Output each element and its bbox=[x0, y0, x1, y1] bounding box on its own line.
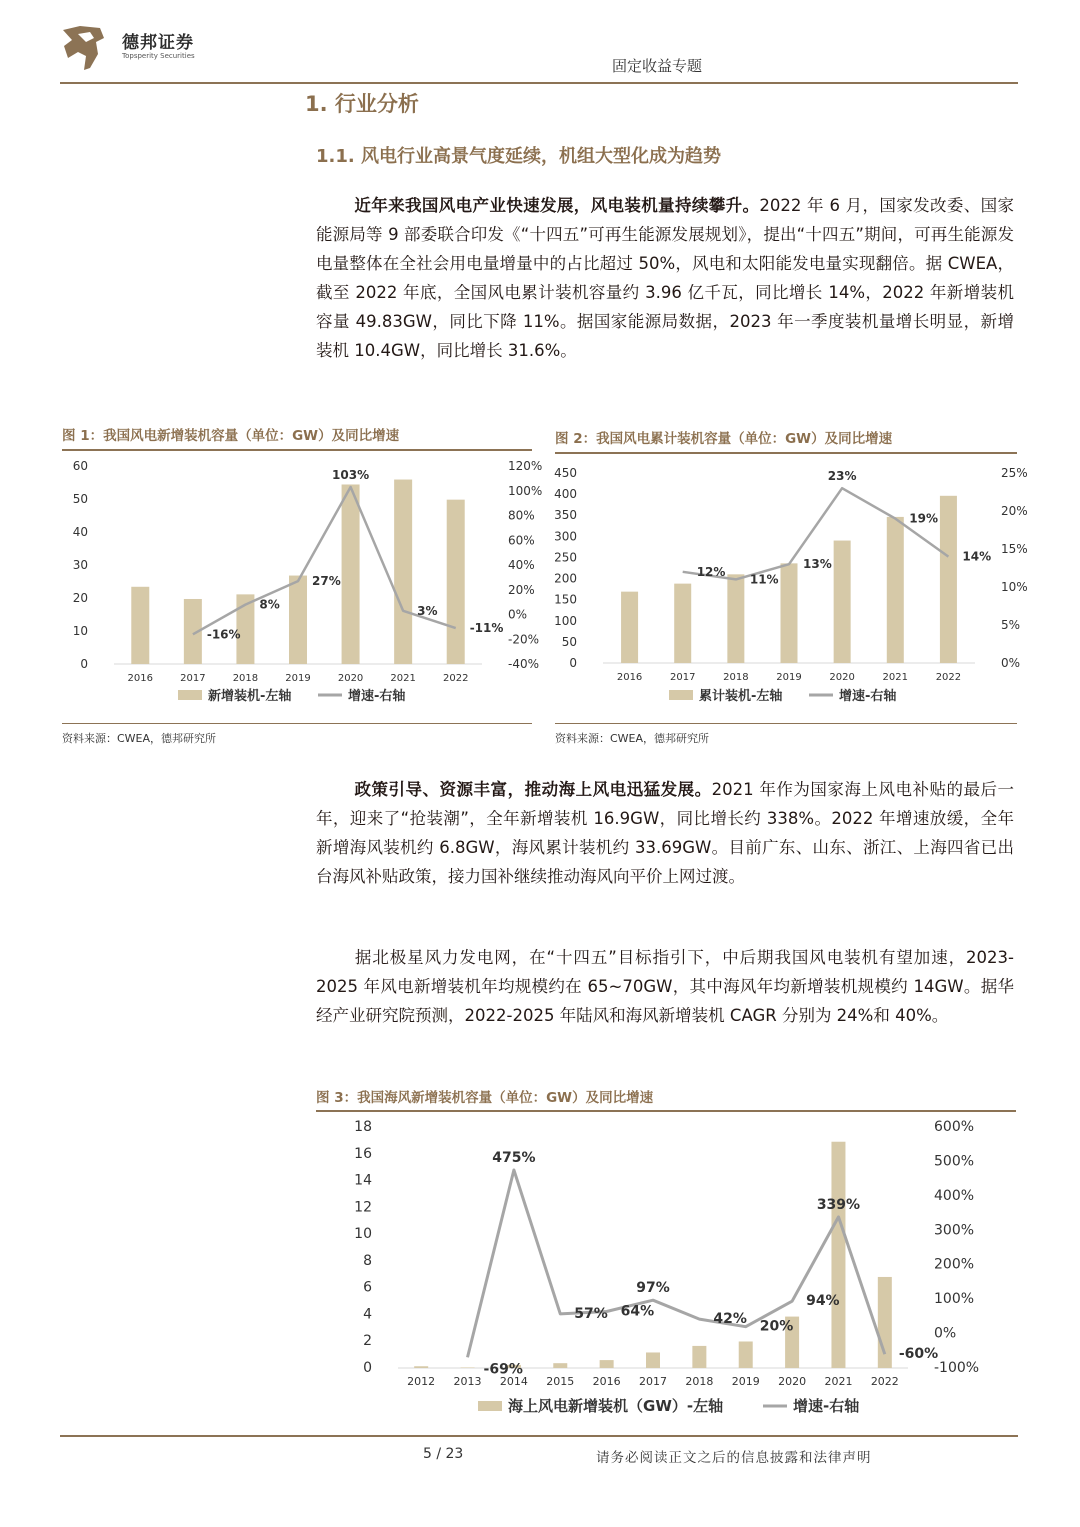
bar bbox=[447, 500, 465, 664]
paragraph-forecast bbox=[316, 943, 1014, 1030]
bar bbox=[621, 592, 638, 663]
legend-label-bar: 新增装机-左轴 bbox=[208, 689, 292, 704]
right-axis-tick-label: -100% bbox=[934, 1360, 980, 1376]
brand-name: 德邦证券 bbox=[122, 33, 194, 53]
left-axis-tick-label: 250 bbox=[554, 550, 577, 565]
left-axis-tick-label: 0 bbox=[80, 657, 88, 671]
x-axis-tick-label: 2019 bbox=[731, 1375, 760, 1388]
right-axis-tick-label: 5% bbox=[1001, 618, 1021, 632]
x-axis-tick-label: 2020 bbox=[337, 673, 364, 684]
x-axis-tick-label: 2017 bbox=[669, 672, 696, 683]
right-axis-tick-label: 400% bbox=[934, 1187, 975, 1204]
data-label: 42% bbox=[713, 1311, 747, 1328]
x-axis-tick-label: 2022 bbox=[870, 1375, 899, 1388]
data-label: 97% bbox=[636, 1280, 670, 1297]
data-label: 339% bbox=[816, 1196, 861, 1213]
paragraph-offshore bbox=[316, 775, 1014, 891]
left-axis-tick-label: 50 bbox=[561, 634, 577, 649]
paragraph-wind-growth bbox=[316, 191, 1014, 365]
fig1-chart bbox=[62, 452, 543, 722]
data-label: -60% bbox=[898, 1346, 939, 1363]
data-label: 64% bbox=[620, 1303, 655, 1320]
bar bbox=[553, 1363, 567, 1368]
left-axis-tick-label: 30 bbox=[72, 558, 88, 572]
bar bbox=[131, 587, 149, 664]
left-axis-tick-label: 150 bbox=[554, 592, 577, 607]
fig1-source: 资料来源：CWEA，德邦研究所 bbox=[62, 732, 217, 745]
left-axis-tick-label: 60 bbox=[72, 459, 88, 473]
right-axis-tick-label: 500% bbox=[934, 1153, 975, 1170]
data-label: -11% bbox=[469, 621, 504, 636]
data-label: 14% bbox=[962, 549, 992, 564]
data-label: 475% bbox=[492, 1150, 536, 1167]
left-axis-tick-label: 0 bbox=[569, 656, 577, 670]
right-axis-tick-label: 60% bbox=[508, 533, 535, 548]
x-axis-tick-label: 2022 bbox=[442, 673, 469, 684]
footer-divider bbox=[60, 1435, 1018, 1437]
data-label: 13% bbox=[803, 557, 832, 572]
bar bbox=[834, 541, 851, 663]
subsection-heading: 1.1. 风电行业高景气度延续，机组大型化成为趋势 bbox=[316, 146, 721, 167]
data-label: 20% bbox=[759, 1318, 794, 1335]
left-axis-tick-label: 6 bbox=[363, 1279, 372, 1296]
x-axis-tick-label: 2018 bbox=[723, 672, 749, 683]
left-axis-tick-label: 300 bbox=[554, 529, 577, 544]
left-axis-tick-label: 10 bbox=[72, 624, 88, 638]
x-axis-tick-label: 2019 bbox=[285, 673, 311, 684]
x-axis-tick-label: 2012 bbox=[407, 1375, 436, 1388]
left-axis-tick-label: 50 bbox=[72, 492, 88, 506]
company-logo bbox=[60, 24, 106, 72]
left-axis-tick-label: 350 bbox=[554, 508, 577, 523]
bar bbox=[692, 1346, 706, 1368]
left-axis-tick-label: 16 bbox=[354, 1145, 372, 1162]
bar bbox=[940, 496, 957, 663]
bar bbox=[831, 1142, 845, 1368]
left-axis-tick-label: 14 bbox=[354, 1172, 372, 1189]
right-axis-tick-label: 100% bbox=[934, 1291, 975, 1308]
fig2-source: 资料来源：CWEA，德邦研究所 bbox=[555, 732, 710, 745]
bar bbox=[646, 1352, 660, 1368]
fig3-chart bbox=[316, 1113, 1016, 1428]
left-axis-tick-label: 450 bbox=[554, 466, 577, 480]
bar bbox=[414, 1366, 428, 1368]
bar bbox=[887, 517, 904, 663]
left-axis-tick-label: 200 bbox=[554, 571, 577, 586]
paragraph-lead: 近年来我国风电产业快速发展，风电装机量持续攀升。 bbox=[354, 196, 760, 215]
page-number: 5 / 23 bbox=[423, 1446, 464, 1462]
report-category: 固定收益专题 bbox=[612, 57, 703, 75]
right-axis-tick-label: 0% bbox=[934, 1325, 957, 1342]
right-axis-tick-label: 300% bbox=[934, 1222, 975, 1239]
right-axis-tick-label: 10% bbox=[1001, 580, 1028, 594]
right-axis-tick-label: -40% bbox=[508, 657, 540, 671]
right-axis-tick-label: 80% bbox=[508, 508, 535, 523]
legend-label-line: 增速-右轴 bbox=[348, 689, 406, 704]
x-axis-tick-label: 2014 bbox=[499, 1375, 528, 1388]
right-axis-tick-label: 15% bbox=[1001, 542, 1028, 556]
legend-swatch-bar bbox=[669, 690, 693, 700]
data-label: 8% bbox=[259, 597, 280, 612]
left-axis-tick-label: 18 bbox=[354, 1119, 372, 1135]
footer-disclaimer: 请务必阅读正文之后的信息披露和法律声明 bbox=[596, 1450, 872, 1466]
bar bbox=[600, 1360, 614, 1368]
left-axis-tick-label: 0 bbox=[363, 1360, 372, 1376]
data-label: 57% bbox=[574, 1305, 608, 1322]
left-axis-tick-label: 40 bbox=[72, 525, 88, 539]
left-axis-tick-label: 2 bbox=[363, 1333, 372, 1350]
x-axis-tick-label: 2018 bbox=[232, 673, 259, 684]
right-axis-tick-label: 20% bbox=[508, 582, 535, 597]
fig1-bottom-rule bbox=[62, 723, 532, 724]
x-axis-tick-label: 2016 bbox=[592, 1375, 621, 1388]
right-axis-tick-label: 100% bbox=[508, 483, 543, 498]
bar bbox=[674, 584, 691, 663]
x-axis-tick-label: 2022 bbox=[935, 672, 962, 683]
paragraph-body: 2021 年作为国家海上风电补贴的最后一年，迎来了“抢装潮”，全年新增装机 16.9GW，同比增长约 338%。2022 年增速放缓，全年新增海风装机约 6.8GW，海风累计装机约 33.69GW。目前广东、山东、浙江、上海四省已出台海风补贴政策，接力国补继续推动海风向平价上网过渡。 bbox=[316, 780, 1014, 886]
data-label: 94% bbox=[806, 1293, 840, 1310]
header-divider bbox=[60, 82, 1018, 84]
paragraph-body: 2022 年 6 月，国家发改委、国家能源局等 9 部委联合印发《“十四五”可再生能源发展规划》，提出“十四五”期间，可再生能源发电量整体在全社会用电量增量中的占比超过 50%，风电和太阳能发电量实现翻倍。据 CWEA，截至 2022 年底，全国风电累计装机容量约 3.96 亿千瓦，同比增长 14%，2022 年新增装机容量 49.83GW，同比下降 11%。据国家能源局数据，2023 年一季度装机量增长明显，新增装机 10.4GW，同比增长 31.6%。 bbox=[316, 196, 1014, 360]
x-axis-tick-label: 2017 bbox=[639, 1375, 667, 1388]
x-axis-tick-label: 2020 bbox=[778, 1375, 807, 1388]
paragraph-lead: 政策引导、资源丰富，推动海上风电迅猛发展。 bbox=[354, 780, 712, 799]
data-label: 23% bbox=[827, 469, 857, 484]
bar bbox=[342, 484, 360, 664]
x-axis-tick-label: 2017 bbox=[180, 673, 206, 684]
data-label: -16% bbox=[206, 627, 241, 642]
right-axis-tick-label: 0% bbox=[1001, 656, 1021, 670]
left-axis-tick-label: 4 bbox=[363, 1306, 372, 1323]
x-axis-tick-label: 2016 bbox=[127, 673, 154, 684]
fig3-title: 图 3：我国海风新增装机容量（单位：GW）及同比增速 bbox=[316, 1090, 654, 1106]
paragraph-body: 据北极星风力发电网，在“十四五”目标指引下，中后期我国风电装机有望加速，2023-2025 年风电新增装机年均规模约在 65~70GW，其中海风年均新增装机规模约 14GW。据华经产业研究院预测，2022-2025 年陆风和海风新增装机 CAGR 分别为 24%和 40%。 bbox=[316, 948, 1014, 1025]
bar bbox=[739, 1341, 753, 1368]
x-axis-tick-label: 2019 bbox=[776, 672, 802, 683]
brand-name-en: Topsperity Securities bbox=[122, 52, 195, 60]
x-axis-tick-label: 2018 bbox=[685, 1375, 714, 1388]
section-heading: 1. 行业分析 bbox=[305, 92, 419, 116]
fig2-title: 图 2：我国风电累计装机容量（单位：GW）及同比增速 bbox=[555, 431, 893, 447]
x-axis-tick-label: 2021 bbox=[390, 673, 416, 684]
legend-swatch-bar bbox=[478, 1401, 502, 1411]
fig1-rule bbox=[62, 449, 532, 451]
fig2-bottom-rule bbox=[555, 723, 1017, 724]
legend-label-bar: 海上风电新增装机（GW）-左轴 bbox=[508, 1397, 724, 1415]
bar bbox=[289, 576, 307, 664]
bar bbox=[781, 563, 798, 663]
right-axis-tick-label: 40% bbox=[508, 558, 535, 572]
right-axis-tick-label: -20% bbox=[508, 632, 540, 647]
left-axis-tick-label: 8 bbox=[363, 1252, 372, 1269]
data-label: 11% bbox=[749, 572, 779, 587]
data-label: 3% bbox=[417, 603, 438, 618]
data-label: 19% bbox=[909, 511, 939, 526]
legend-label-line: 增速-右轴 bbox=[793, 1397, 860, 1415]
x-axis-tick-label: 2016 bbox=[616, 672, 643, 683]
x-axis-tick-label: 2013 bbox=[453, 1375, 482, 1388]
right-axis-tick-label: 0% bbox=[508, 607, 528, 622]
data-label: 12% bbox=[696, 564, 726, 579]
right-axis-tick-label: 20% bbox=[1001, 504, 1028, 518]
right-axis-tick-label: 120% bbox=[508, 459, 543, 473]
x-axis-tick-label: 2021 bbox=[824, 1375, 853, 1388]
left-axis-tick-label: 12 bbox=[354, 1199, 372, 1216]
bar bbox=[394, 480, 412, 664]
fig1-title: 图 1：我国风电新增装机容量（单位：GW）及同比增速 bbox=[62, 428, 400, 444]
data-label: 103% bbox=[332, 468, 370, 483]
legend-label-bar: 累计装机-左轴 bbox=[699, 689, 783, 704]
legend-swatch-bar bbox=[178, 690, 202, 700]
left-axis-tick-label: 100 bbox=[554, 613, 577, 628]
right-axis-tick-label: 25% bbox=[1001, 466, 1028, 480]
left-axis-tick-label: 400 bbox=[554, 487, 577, 502]
x-axis-tick-label: 2015 bbox=[546, 1375, 575, 1388]
fig2-chart bbox=[554, 455, 1028, 722]
right-axis-tick-label: 600% bbox=[934, 1119, 975, 1135]
left-axis-tick-label: 10 bbox=[354, 1226, 372, 1243]
fig3-rule bbox=[316, 1110, 1016, 1112]
left-axis-tick-label: 20 bbox=[72, 591, 88, 605]
x-axis-tick-label: 2021 bbox=[882, 672, 909, 683]
fig2-rule bbox=[555, 452, 1017, 454]
data-label: 27% bbox=[312, 574, 341, 589]
x-axis-tick-label: 2020 bbox=[829, 672, 855, 683]
data-label: -69% bbox=[483, 1361, 523, 1378]
legend-label-line: 增速-右轴 bbox=[839, 689, 897, 704]
bar bbox=[461, 1367, 475, 1368]
bar bbox=[878, 1277, 892, 1368]
right-axis-tick-label: 200% bbox=[934, 1256, 975, 1273]
bar bbox=[727, 574, 744, 663]
